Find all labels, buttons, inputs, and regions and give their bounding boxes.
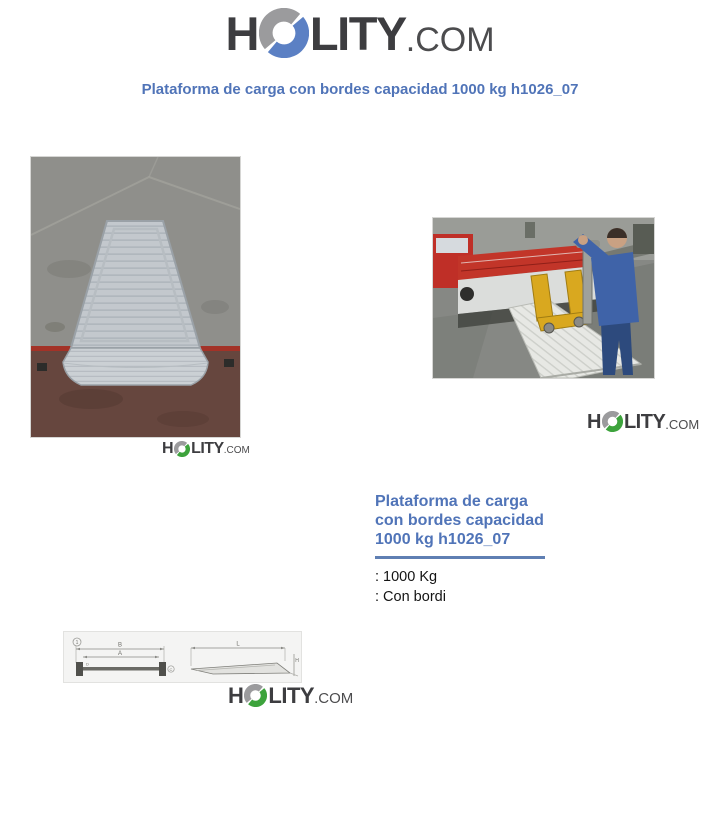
logo-dot-com: .COM [405,21,495,59]
dimension-a-label: A [117,651,123,657]
logo-letter-h: H [587,410,601,433]
product-title: Plataforma de carga con bordes capacidad 1000 kg h1026_07 [375,493,544,548]
holity-logo-header[interactable] [225,8,494,58]
logo-letter-h: H [162,440,174,457]
dimension-l-label: L [236,641,240,648]
logo-letters-lity: LITY [191,440,224,457]
dimension-b-label: B [117,642,123,649]
logo-letter-h: H [228,682,244,708]
holity-swirl-icon [244,684,267,707]
technical-drawing [63,631,302,683]
title-underline [375,556,545,559]
logo-letters-lity: LITY [268,682,315,708]
logo-dot-com: .COM [314,690,354,707]
holity-logo-usage-photo [587,411,699,432]
spec-capacity: : 1000 Kg [375,569,438,585]
platform-lip [63,348,208,385]
logo-dot-com: .COM [223,445,250,456]
callout-number: 1 [75,640,79,646]
logo-letters-lity: LITY [309,6,406,60]
dimension-h-label: H [295,658,299,664]
pallet-truck-mast [583,246,592,324]
page-header [0,0,720,58]
logo-dot-com: .COM [665,417,700,432]
holity-swirl-icon [259,8,309,58]
holity-logo-main-photo [162,441,250,457]
product-info [375,492,547,607]
page-title: Plataforma de carga con bordes capacidad 1000 kg h1026_07 [141,81,579,98]
holity-swirl-icon [174,441,190,457]
spec-edges: : Con bordi [375,588,446,605]
product-photo-usage [432,217,655,379]
logo-letters-lity: LITY [623,410,666,433]
holity-logo-footer [228,684,353,707]
end-left-label: D [86,661,89,667]
logo-letter-h: H [225,6,258,60]
holity-swirl-icon [602,411,623,432]
product-photo-main [30,156,241,438]
end-right-label: C [169,667,173,672]
